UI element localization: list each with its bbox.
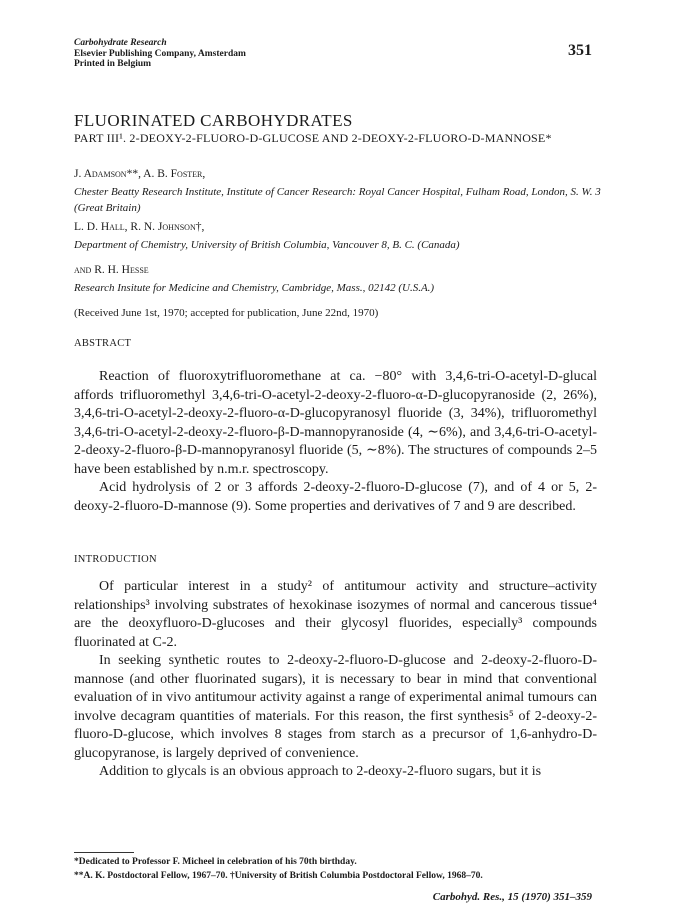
affiliation-3: Research Insitute for Medicine and Chemistry, Cambridge, Mass., 02142 (U.S.A.) [74, 282, 435, 294]
abstract-heading: ABSTRACT [74, 338, 132, 349]
printed-line: Printed in Belgium [74, 59, 152, 69]
received-dates: (Received June 1st, 1970; accepted for publication, June 22nd, 1970) [74, 307, 379, 319]
footnote-divider [74, 852, 134, 853]
journal-citation: Carbohyd. Res., 15 (1970) 351–359 [432, 891, 592, 903]
article-title: FLUORINATED CARBOHYDRATES [74, 111, 353, 130]
intro-paragraph-2: In seeking synthetic routes to 2-deoxy-2-fluoro-D-glucose and 2-deoxy-2-fluoro-D-mannose (and other fluorinated sugars), it is necessary to bear in mind that conventional evaluation of in vivo antitumour activity against a range of experimental animal tumours can involve decagram quantities of materials. For this reason, the first synthesis⁵ of 2-deoxy-2-fluoro-D-glucose, which involves 8 stages from starch as a precursor of 1,6-anhydro-D-glucopyranose, is largely deprived of convenience. [74, 653, 597, 761]
authors-group-2: L. D. Hall, R. N. Johnson†, [74, 221, 205, 233]
journal-name: Carbohydrate Research [74, 38, 167, 48]
authors-group-3: and R. H. Hesse [74, 264, 149, 276]
footnote-1: *Dedicated to Professor F. Micheel in celebration of his 70th birthday. [74, 857, 357, 867]
abstract-paragraph-2: Acid hydrolysis of 2 or 3 affords 2-deoxy-2-fluoro-D-glucose (7), and of 4 or 5, 2-deoxy-2-fluoro-D-mannose (9). Some properties and derivatives of 7 and 9 are described. [74, 480, 597, 514]
introduction-heading: INTRODUCTION [74, 554, 157, 565]
introduction-body [74, 578, 597, 782]
affiliation-2: Department of Chemistry, University of British Columbia, Vancouver 8, B. C. (Canada) [74, 239, 460, 251]
page-number: 351 [568, 42, 592, 59]
intro-paragraph-1: Of particular interest in a study² of antitumour activity and structure–activity relationships³ involving substrates of hexokinase isozymes of normal and cancerous tissue⁴ are the deoxyfluoro-D-glucoses and their glycosyl fluorides, especially³ compounds fluorinated at C-2. [74, 579, 597, 650]
article-subtitle: PART III¹. 2-DEOXY-2-FLUORO-D-GLUCOSE AND 2-DEOXY-2-FLUORO-D-MANNOSE* [74, 131, 552, 145]
authors-group-1: J. Adamson**, A. B. Foster, [74, 168, 206, 180]
abstract-paragraph-1: Reaction of fluoroxytrifluoromethane at ca. −80° with 3,4,6-tri-O-acetyl-D-glucal affords trifluoromethyl 3,4,6-tri-O-acetyl-2-deoxy-2-fluoro-α-D-glucopyranoside (2, 26%), 3,4,6-tri-O-acetyl-2-deoxy-2-fluoro-α-D-glucopyranosyl fluoride (3, 34%), trifluoromethyl 3,4,6-tri-O-acetyl-2-deoxy-2-fluoro-β-D-mannopyranoside (4, ∼6%), and 3,4,6-tri-O-acetyl-2-deoxy-2-fluoro-β-D-mannopyranosyl fluoride (5, ∼8%). The structures of compounds 2–5 have been established by n.m.r. spectroscopy. [74, 369, 597, 477]
footnote-2: **A. K. Postdoctoral Fellow, 1967–70. †University of British Columbia Postdoctoral Fellow, 1968–70. [74, 871, 483, 881]
journal-header [74, 38, 246, 70]
intro-paragraph-3: Addition to glycals is an obvious approach to 2-deoxy-2-fluoro sugars, but it is [99, 764, 542, 779]
affiliation-1: Chester Beatty Research Institute, Institute of Cancer Research: Royal Cancer Hospital, Fulham Road, London, S. W. 3 (Great Britain) [74, 186, 601, 214]
abstract-body [74, 368, 597, 516]
publisher-line: Elsevier Publishing Company, Amsterdam [74, 48, 246, 59]
